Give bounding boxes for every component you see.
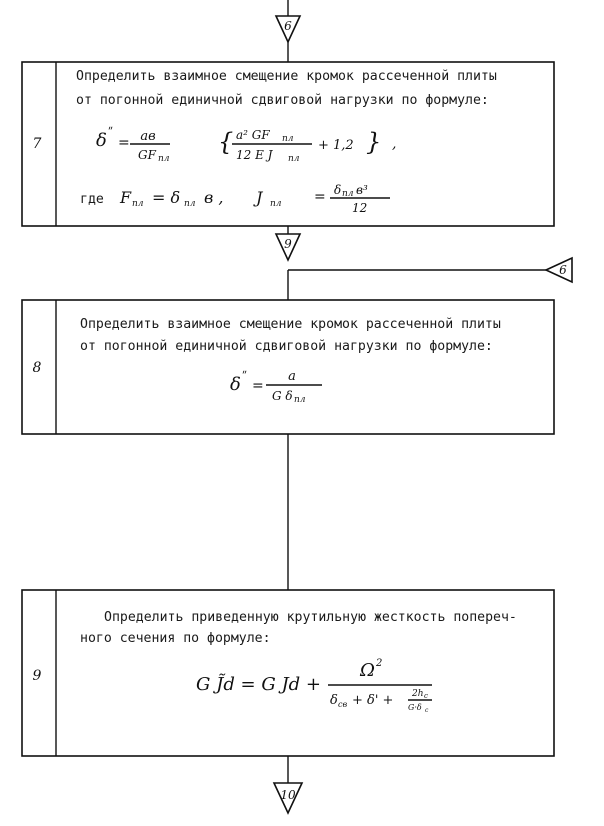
f7-frac1-num: aв (140, 129, 156, 144)
f7-where-F-sub: пл (132, 199, 144, 209)
block-9-line-1: Определить приведенную крутильную жесткость попереч- (104, 610, 517, 625)
f7-lhs: δ (96, 130, 107, 151)
block-8-number: 8 (32, 360, 42, 376)
f7-trailing: , (392, 136, 397, 152)
f9-den-frac-num-sub: с (424, 692, 428, 700)
f7-where-J: J (256, 188, 263, 207)
f7-brace-den: 12 E J (236, 148, 273, 162)
f8-den-sub: пл (294, 395, 306, 405)
f7-where-J-eq: = (314, 189, 326, 205)
f7-where-J-den: 12 (352, 201, 368, 215)
f8-den: G δ (272, 389, 293, 403)
f9-den-a: δ (330, 693, 338, 708)
block-8-line-1: Определить взаимное смещение кромок рассеченной плиты (80, 317, 501, 332)
f7-where-F: F (120, 188, 132, 207)
f8-num: a (288, 369, 296, 384)
f7-where-J-num-sub: пл (342, 189, 354, 199)
f9-den-frac-num: 2h (412, 689, 424, 699)
f8-lhs-sup: ʺ (242, 370, 248, 383)
f9-den-b: + δ' + (352, 693, 394, 708)
f9-den-frac-den-sub: с (425, 707, 429, 714)
f7-plus-term: + 1,2 (318, 138, 354, 153)
block-7-line-2: от погонной единичной сдвиговой нагрузки по формуле: (76, 93, 489, 108)
f7-brace-left: { (218, 128, 234, 156)
f7-frac1-den-sub: пл (158, 154, 170, 164)
f7-frac1-den: GF (138, 148, 156, 162)
f7-eq: = (118, 135, 130, 151)
block-7-number: 7 (32, 136, 42, 152)
f7-where-F-rhs-tail: в , (204, 188, 224, 207)
connector-9-label: 9 (284, 237, 292, 251)
f7-brace-right: } (366, 128, 382, 156)
f8-lhs: δ (230, 374, 241, 395)
connector-6-side-label: 6 (559, 263, 567, 277)
f8-eq: = (252, 378, 264, 394)
f7-where-prefix: где (80, 192, 104, 207)
f7-brace-den-sub: пл (288, 154, 300, 164)
block-8-line-2: от погонной единичной сдвиговой нагрузки по формуле: (80, 339, 493, 354)
f7-brace-num: a² GF (236, 128, 270, 142)
block-9-number: 9 (32, 668, 42, 684)
connector-10-label: 10 (280, 788, 296, 802)
block-7-line-1: Определить взаимное смещение кромок рассеченной плиты (76, 69, 497, 84)
f9-lhs: G J̃d = G Jd + (196, 674, 322, 695)
block-7-formula (80, 126, 396, 215)
f7-where-J-num-tail: в³ (356, 183, 368, 197)
f7-where-F-rhs-sub: пл (184, 199, 196, 209)
f7-brace-num-sub: пл (282, 134, 294, 144)
f9-den-a-sub: св (338, 700, 348, 709)
f7-where-F-rhs: = δ (152, 188, 181, 207)
f9-den-frac-den: G·δ (408, 703, 422, 712)
connector-6-top-label: 6 (284, 19, 292, 33)
block-8-formula (230, 369, 322, 405)
f9-num: Ω (360, 660, 375, 681)
block-9-line-2: ного сечения по формуле: (80, 631, 271, 646)
f7-where-J-num: δ (334, 183, 342, 197)
block-9-formula (196, 658, 432, 714)
f9-num-sup: 2 (376, 658, 383, 669)
f7-where-J-sub: пл (270, 199, 282, 209)
f7-lhs-sup: ʺ (108, 126, 114, 139)
